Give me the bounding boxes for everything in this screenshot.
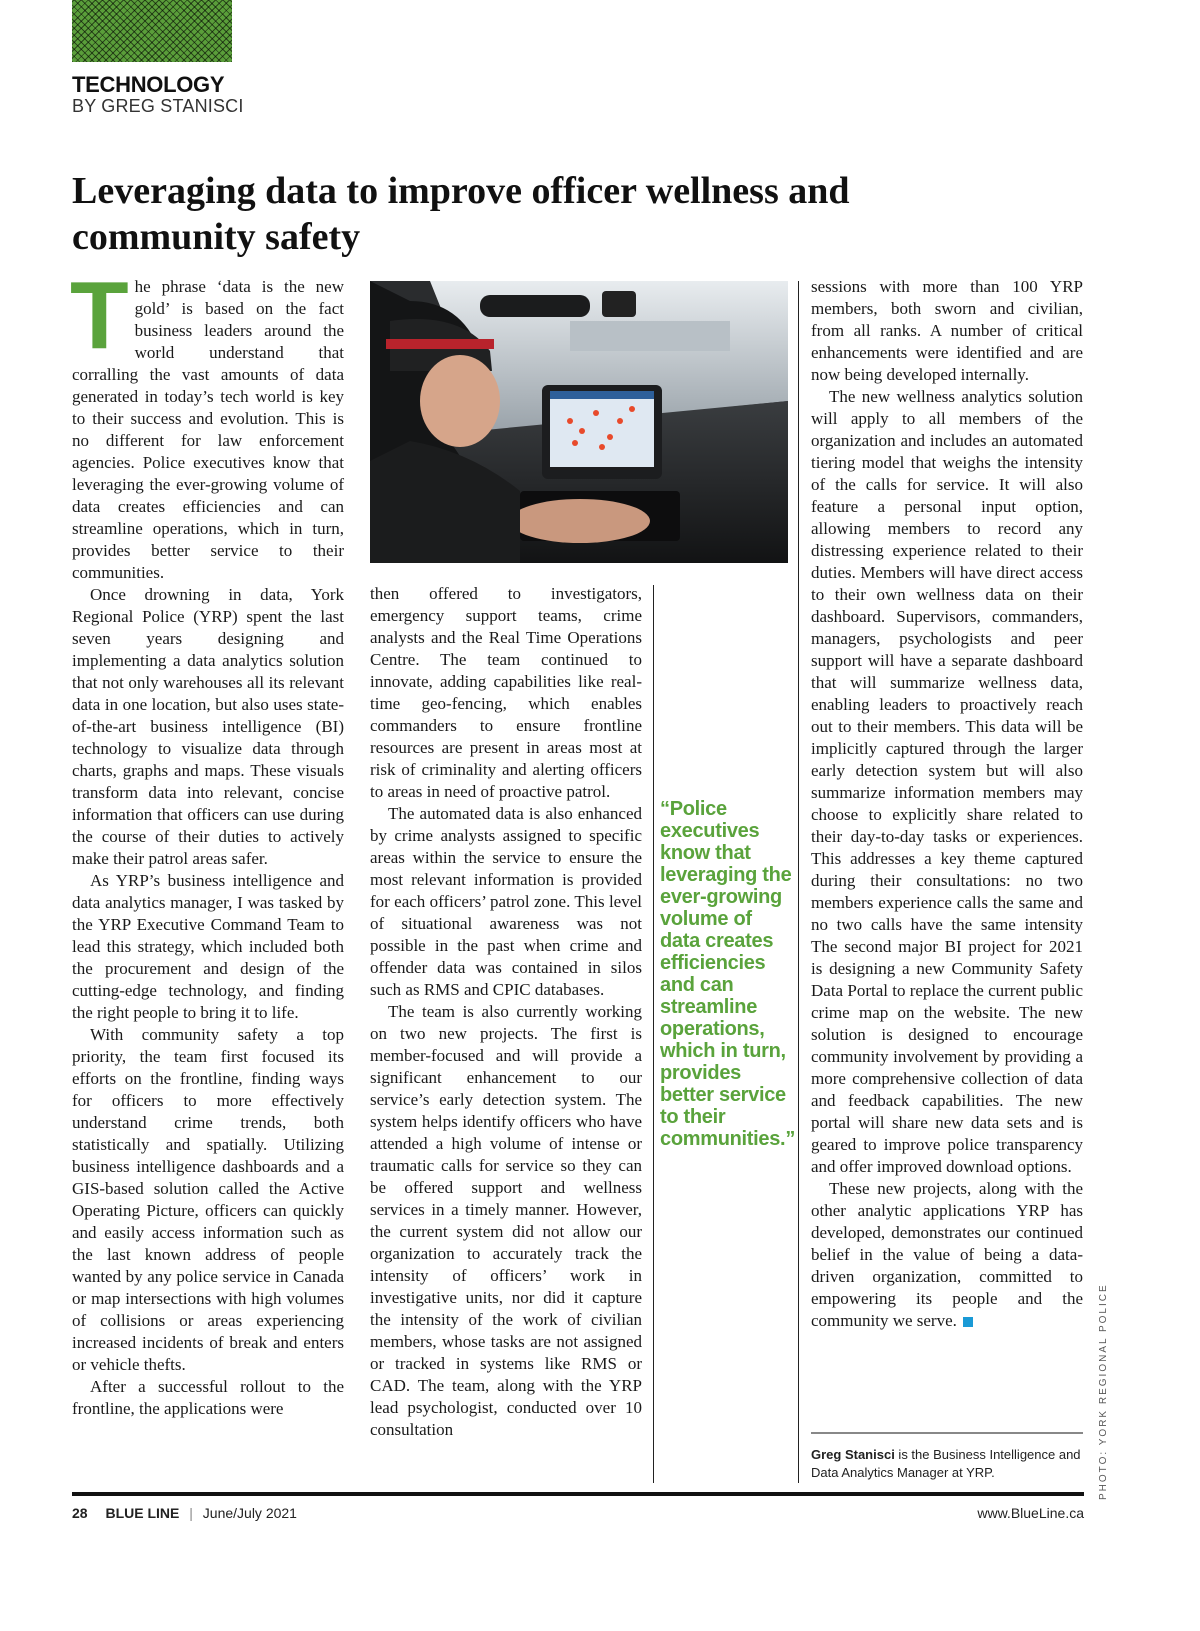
- paragraph: then offered to investigators, emergency support teams, crime analysts and the Real Time Operations Centre. The team continued to innovate, adding capabilities like real-time geo-fencing, which enables commanders to ensure frontline resources are present in areas most at risk of criminality and alerting officers to areas in need of proactive patrol.: [370, 584, 642, 801]
- paragraph: The team is also currently working on two new projects. The first is member-focused and will provide a significant enhancement to our service’s early detection system. The system helps identify officers who have attended a high volume of intense or traumatic calls for service so they can be offered support and wellness services in a timely manner. However, the current system did not allow our organization to accurately track the intensity of officers’ work in investigative units, nor did it capture the intensity of the work of civilian members, whose tasks are not assigned or tracked in systems like RMS or CAD. The team, along with the YRP lead psychologist, conducted over 10 consultation: [370, 1002, 642, 1439]
- issue-date: June/July 2021: [202, 1505, 297, 1521]
- paragraph: After a successful rollout to the frontline, the applications were: [72, 1377, 344, 1418]
- author-name: Greg Stanisci: [811, 1447, 895, 1462]
- footer-separator: |: [189, 1505, 193, 1521]
- photo-credit: PHOTO: YORK REGIONAL POLICE: [1098, 1283, 1109, 1500]
- paragraph: These new projects, along with the other analytic applications YRP has developed, demonstrates our continued belief in the value of being a data-driven organization, committed to empowering its people and the community we serve.: [811, 1179, 1083, 1330]
- drop-cap: T: [70, 262, 129, 369]
- author-bio-text: is the Business Intelligence and Data Analytics Manager at YRP.: [811, 1447, 1081, 1480]
- column-divider: [653, 585, 654, 1483]
- paragraph: The phrase ‘data is the new gold’ is based on the fact business leaders around the world understand that corralling the vast amounts of data generated in today’s tech world is key to their success and evolution. This is no different for law enforcement agencies. Police executives know that leveraging the ever-growing volume of data creates efficiencies and can streamline operations, which in turn, provides better service to their communities.: [70, 262, 344, 582]
- author-bio: [811, 1446, 1083, 1482]
- pull-quote: “Police executives know that leveraging the ever-growing volume of data creates efficiencies and can streamline operations, which in turn, provides better service to their communities.”: [660, 798, 796, 1150]
- byline: BY GREG STANISCI: [72, 96, 244, 116]
- end-mark-icon: [963, 1317, 973, 1327]
- article-column-2: [370, 583, 642, 1441]
- page-footer: [72, 1505, 1084, 1521]
- article-column-1: [70, 262, 344, 1420]
- column-divider: [798, 281, 799, 1483]
- footer-rule: [72, 1492, 1084, 1496]
- paragraph: Once drowning in data, York Regional Police (YRP) spent the last seven years designing and implementing a data analytics solution that not only warehouses all its relevant data in one location, but also uses state-of-the-art business intelligence (BI) technology to visualize data through charts, graphs and maps. These visuals transform data into relevant, concise information that officers can use during the course of their duties to actively make their patrol areas safer.: [72, 585, 344, 868]
- paragraph: The new wellness analytics solution will apply to all members of the organization and includes an automated tiering model that weighs the intensity of the calls for service. It will also feature a personal input option, allowing members to record any distressing experience related to their duties. Members will have direct access to their own wellness data on their dashboard. Supervisors, commanders, managers, psychologists and peer support will have a separate dashboard that will summarize wellness data, enabling leaders to proactively reach out to their members. This data will be implicitly captured through the larger early detection system but will also summarize information members may choose to explicitly share related to their day-to-day tasks or experiences. This addresses a key theme captured during their consultations: no two members experience calls the same and no two calls have the same intensity The second major BI project for 2021 is designing a new Community Safety Data Portal to replace the current public crime map on the website. The new solution is designed to encourage community involvement by providing a more comprehensive collection of data and feedback capabilities. The new portal will share new data sets and is geared to improve police transparency and offer improved download options.: [811, 387, 1083, 1176]
- paragraph: As YRP’s business intelligence and data analytics manager, I was tasked by the YRP Executive Command Team to lead this strategy, which included both the procurement and design of the cutting-edge technology, and finding the right people to bring it to life.: [72, 871, 344, 1022]
- article-headline: Leveraging data to improve officer wellness and community safety: [72, 170, 850, 258]
- paragraph: sessions with more than 100 YRP members, both sworn and civilian, from all ranks. A number of critical enhancements were identified and are now being developed internally.: [811, 277, 1083, 384]
- article-column-3: [811, 276, 1083, 1332]
- bio-divider: [811, 1432, 1083, 1434]
- photo-illustration: [370, 281, 788, 563]
- paragraph: With community safety a top priority, the team first focused its efforts on the frontline, finding ways for officers to more effectively understand crime trends, both statistically and spatially. Utilizing business intelligence dashboards and a GIS-based solution called the Active Operating Picture, officers can quickly and easily access information such as the last known address of people wanted by any police service in Canada or map intersections with high volumes of collisions or areas experiencing increased incidents of break and enters or vehicle thefts.: [72, 1025, 344, 1374]
- section-pattern-block: [72, 0, 232, 62]
- paragraph: The automated data is also enhanced by crime analysts assigned to specific areas within the service to ensure the most relevant information is provided for each officers’ patrol zone. This level of situational awareness was not possible in the past when crime and offender data was contained in silos such as RMS and CPIC databases.: [370, 804, 642, 999]
- page-number: 28: [72, 1505, 88, 1521]
- section-label: TECHNOLOGY: [72, 72, 225, 97]
- magazine-name: BLUE LINE: [105, 1505, 180, 1521]
- officer-laptop-photo: [370, 281, 788, 563]
- website-link[interactable]: www.BlueLine.ca: [977, 1505, 1084, 1521]
